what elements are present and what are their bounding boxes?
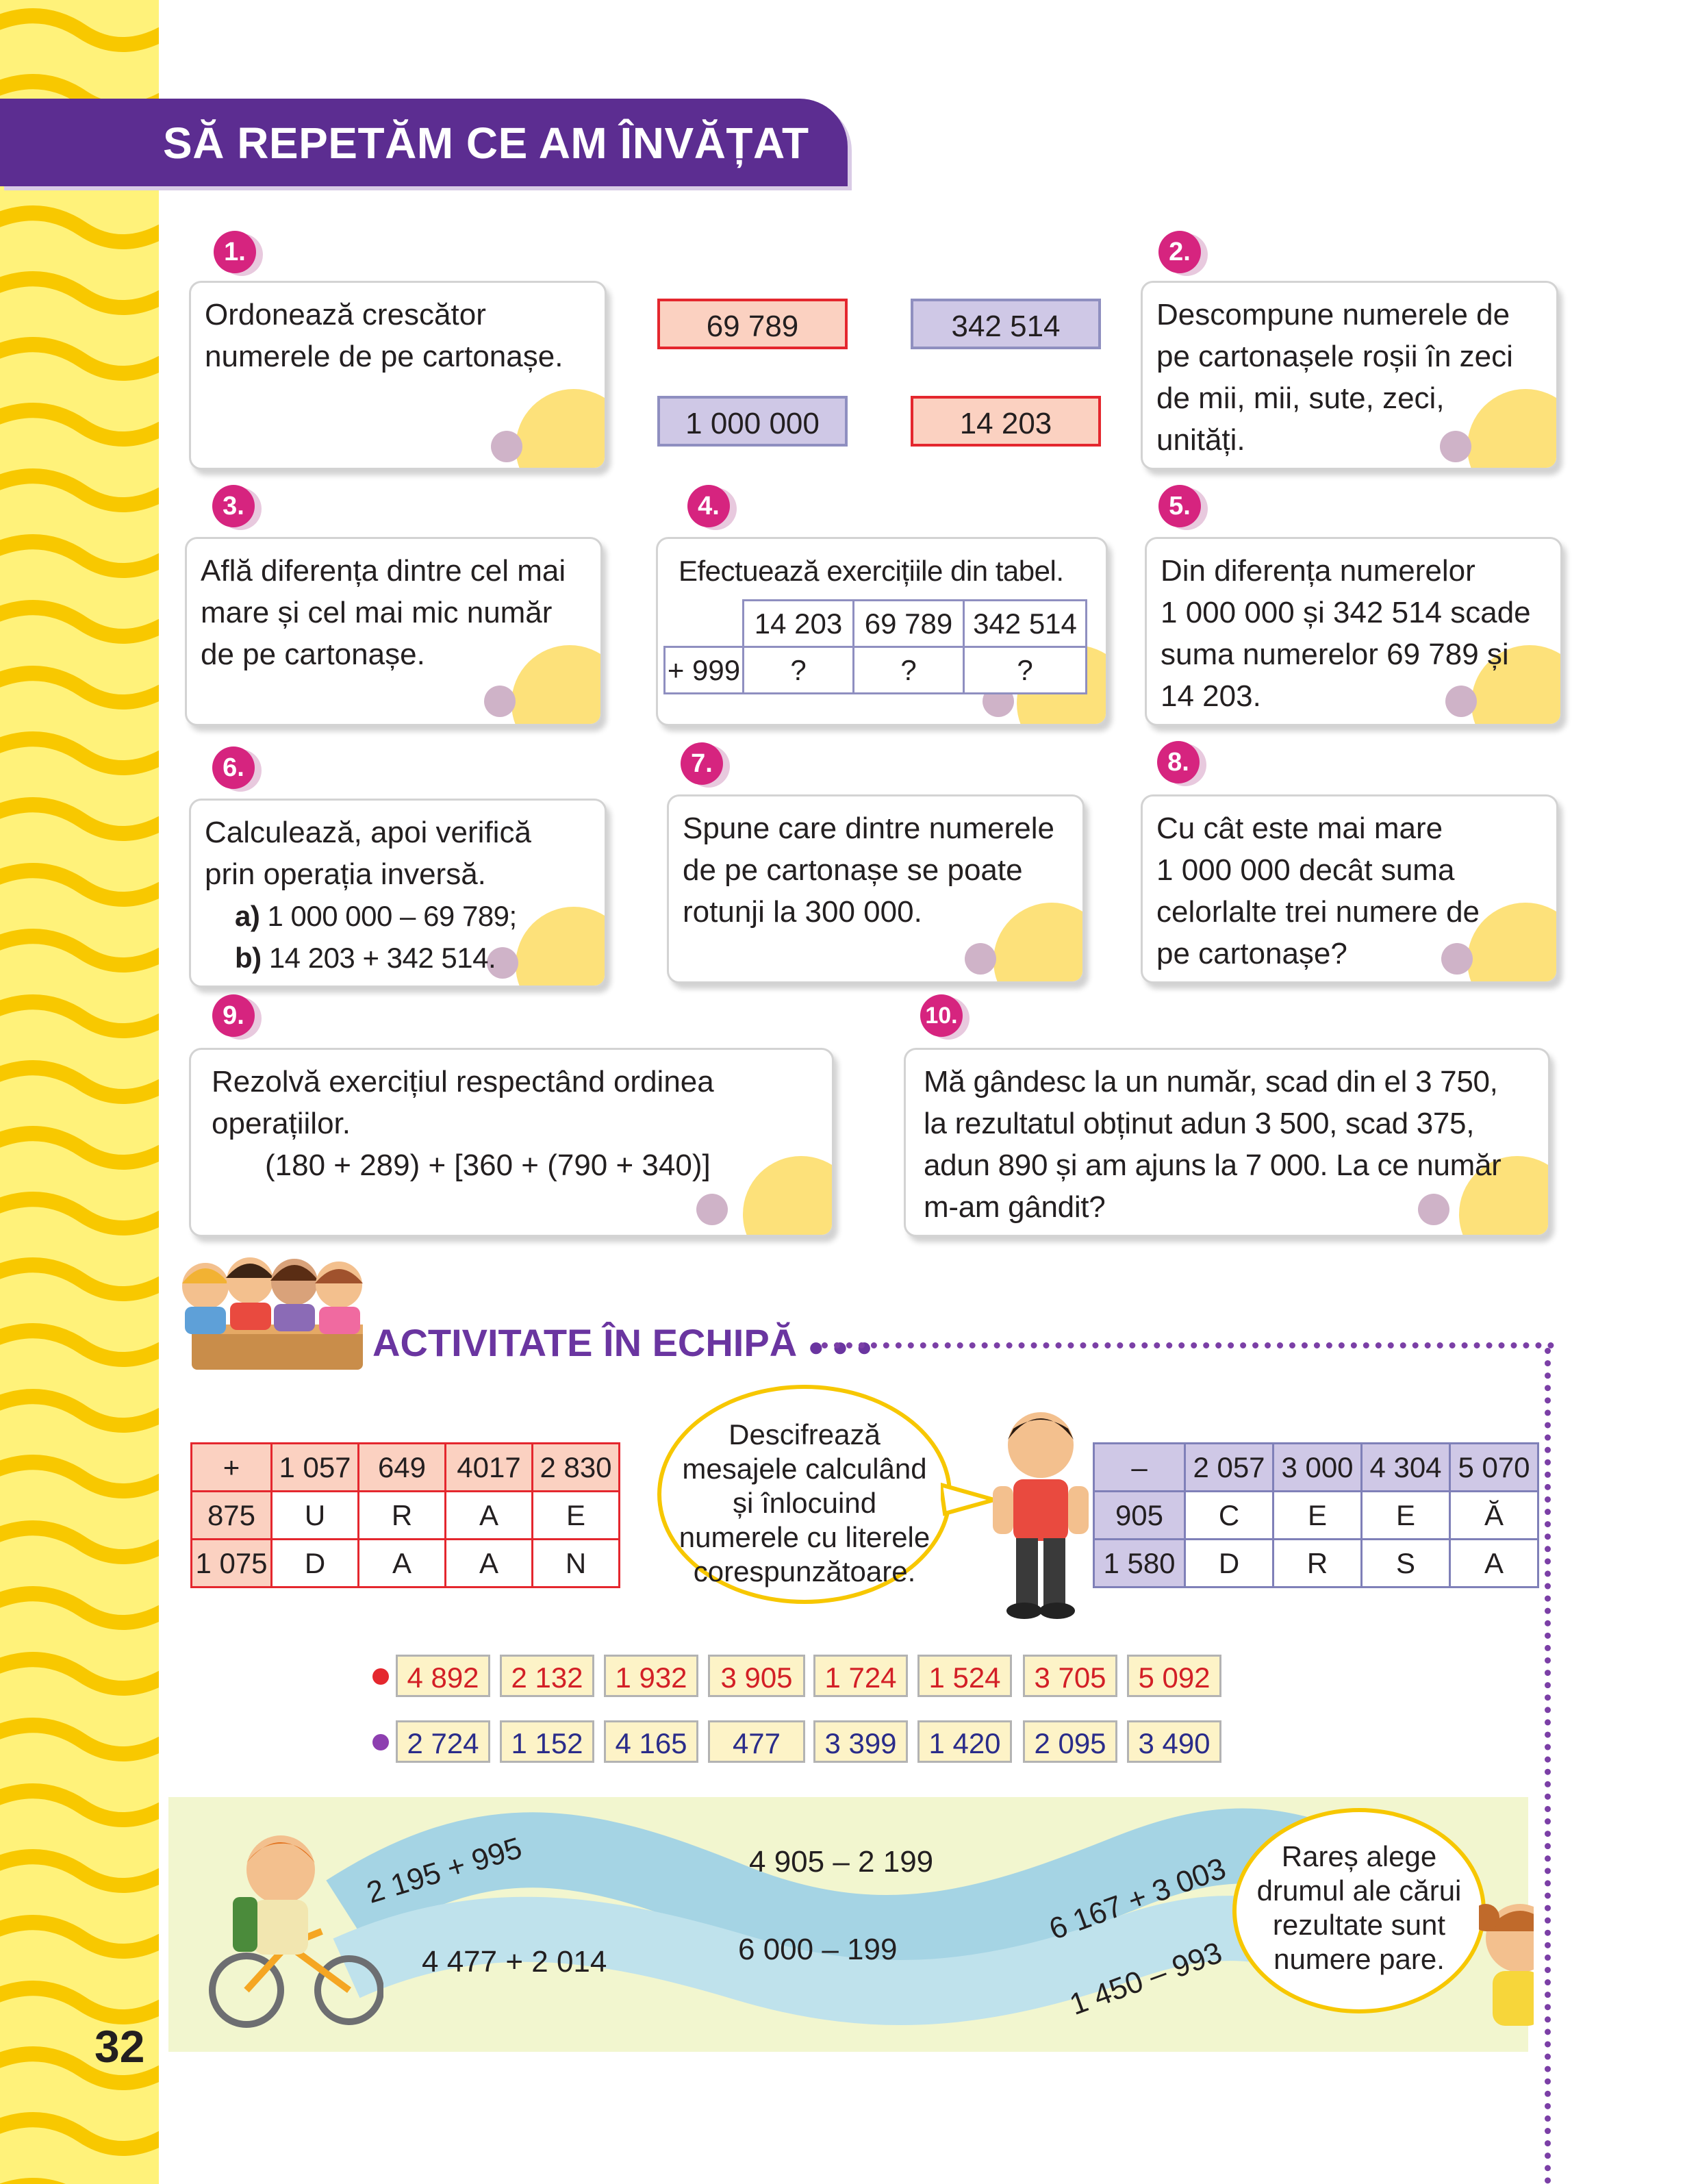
table-header-cell: 1 057	[272, 1444, 359, 1492]
table-cell: A	[1450, 1540, 1538, 1587]
red-bullet	[372, 1668, 389, 1685]
table-cell: ?	[964, 647, 1087, 694]
item-label: b)	[235, 942, 262, 974]
exercise-text: Ordonează crescător numerele de pe cartonașe.	[205, 298, 563, 373]
exercise-6-item-a	[235, 895, 517, 937]
decorative-dot	[491, 431, 522, 462]
boy-illustration	[986, 1404, 1095, 1623]
exercise-text: Rezolvă exercițiul respectând ordinea operațiilor.	[212, 1065, 714, 1140]
item-expression: 14 203 + 342 514.	[268, 942, 496, 974]
table-row-label: 1 580	[1094, 1540, 1185, 1587]
exercise-badge: 10.	[920, 994, 963, 1037]
table-header-cell: 14 203	[744, 601, 854, 647]
boy-on-bike-illustration	[205, 1829, 383, 2034]
exercise-card-4	[656, 537, 1108, 726]
decorative-dot	[965, 943, 996, 975]
addition-code-table	[190, 1442, 620, 1588]
team-activity-title	[372, 1320, 872, 1365]
exercise-card-2	[1141, 281, 1558, 470]
table-header-cell: 69 789	[854, 601, 964, 647]
exercise-text: Cu cât este mai mare 1 000 000 decât suma celorlalte trei numere de pe cartonașe?	[1156, 812, 1480, 970]
red-code-cell: 4 892	[396, 1655, 490, 1697]
girl-illustration	[1479, 1890, 1534, 2027]
blue-code-cell: 3 490	[1127, 1720, 1221, 1763]
zigzag-stripe-decoration	[0, 0, 159, 2184]
table-cell: A	[359, 1540, 446, 1587]
exercise-badge: 5.	[1158, 485, 1201, 527]
road-expression: 2 195 + 995	[363, 1831, 526, 1910]
table-header-cell: 2 057	[1185, 1444, 1274, 1492]
children-team-illustration	[164, 1253, 383, 1377]
table-header-cell: 649	[359, 1444, 446, 1492]
table-cell: Ă	[1450, 1492, 1538, 1540]
item-label: a)	[235, 900, 260, 932]
team-title-text: ACTIVITATE ÎN ECHIPĂ	[372, 1321, 798, 1364]
table-header-cell: 342 514	[964, 601, 1087, 647]
exercise-card-10	[904, 1048, 1550, 1237]
exercise-badge: 7.	[681, 742, 723, 785]
exercise-9-expression: (180 + 289) + [360 + (790 + 340)]	[265, 1149, 711, 1182]
table-row-label: 875	[192, 1492, 272, 1540]
decorative-dot	[484, 686, 516, 717]
red-code-cell: 5 092	[1127, 1655, 1221, 1697]
red-code-cell: 2 132	[500, 1655, 594, 1697]
team-title-dots: ● ● ●	[807, 1332, 873, 1362]
table-cell: A	[446, 1492, 533, 1540]
number-card-red-1: 69 789	[657, 299, 848, 349]
blue-code-cell: 477	[708, 1720, 805, 1763]
table-row-label: + 999	[665, 647, 744, 694]
exercise-badge: 4.	[687, 485, 730, 527]
table-cell: D	[1185, 1540, 1274, 1587]
decorative-dot	[696, 1194, 728, 1225]
table-header-cell: 2 830	[533, 1444, 620, 1492]
road-expression: 4 477 + 2 014	[422, 1945, 607, 1979]
section-title: SĂ REPETĂM CE AM ÎNVĂȚAT	[163, 118, 809, 168]
red-code-cell: 1 724	[813, 1655, 908, 1697]
table-header-cell: 4 304	[1362, 1444, 1450, 1492]
purple-bullet	[372, 1734, 389, 1750]
subtraction-code-table	[1093, 1442, 1539, 1588]
number-card-blue-2: 1 000 000	[657, 396, 848, 447]
road-expression: 4 905 – 2 199	[749, 1845, 934, 1879]
blue-code-cell: 1 152	[500, 1720, 594, 1763]
exercise-badge: 2.	[1158, 231, 1201, 273]
rares-speech-bubble: Rareș alege drumul ale cărui rezultate sunt numere pare.	[1232, 1808, 1486, 2013]
red-code-cell: 1 932	[604, 1655, 698, 1697]
exercise-badge: 3.	[212, 485, 255, 527]
exercise-text: Descompune numerele de pe cartonașele roșii în zeci de mii, mii, sute, zeci, unități.	[1156, 298, 1513, 457]
table-cell: R	[1274, 1540, 1362, 1587]
exercise-text: Efectuează exercițiile din tabel.	[679, 555, 1064, 587]
exercise-card-8	[1141, 794, 1558, 983]
table-cell: R	[359, 1492, 446, 1540]
item-expression: 1 000 000 – 69 789;	[267, 900, 517, 932]
blue-code-cell: 4 165	[604, 1720, 698, 1763]
table-cell: ?	[854, 647, 964, 694]
blue-code-cell: 2 724	[396, 1720, 490, 1763]
instruction-speech-bubble: Descifrează mesajele calculând și înlocuind numerele cu literele corespunzătoare.	[657, 1385, 952, 1604]
table-header-cell: +	[192, 1444, 272, 1492]
table-cell: A	[446, 1540, 533, 1587]
red-code-cell: 1 524	[917, 1655, 1012, 1697]
exercise-text: Mă gândesc la un număr, scad din el 3 750, la rezultatul obținut adun 3 500, scad 375, adun 890 și am ajuns la 7 000. La ce număr m-am gândit?	[924, 1065, 1501, 1224]
decorative-circle	[516, 907, 607, 988]
table-cell: D	[272, 1540, 359, 1587]
exercise-badge: 9.	[212, 994, 255, 1037]
table-row-label: 905	[1094, 1492, 1185, 1540]
exercise-text: Din diferența numerelor 1 000 000 și 342 514 scade suma numerelor 69 789 și 14 203.	[1161, 554, 1531, 713]
table-header-cell: –	[1094, 1444, 1185, 1492]
table-cell: E	[533, 1492, 620, 1540]
table-header-cell: 4017	[446, 1444, 533, 1492]
exercise-badge: 1.	[214, 231, 256, 273]
exercise-card-9	[189, 1048, 834, 1237]
blue-code-cell: 3 399	[813, 1720, 908, 1763]
table-header-cell: 3 000	[1274, 1444, 1362, 1492]
table-header-cell: 5 070	[1450, 1444, 1538, 1492]
decorative-circle	[743, 1156, 834, 1237]
number-card-red-2: 14 203	[911, 396, 1101, 447]
dotted-border-horizontal	[822, 1342, 1554, 1357]
table-cell: E	[1274, 1492, 1362, 1540]
blue-code-cell: 1 420	[917, 1720, 1012, 1763]
exercise-text: Calculează, apoi verifică prin operația inversă.	[205, 816, 531, 891]
table-cell: N	[533, 1540, 620, 1587]
road-expression: 1 450 – 993	[1065, 1935, 1227, 2022]
exercise-card-5	[1145, 537, 1562, 726]
number-card-blue-1: 342 514	[911, 299, 1101, 349]
exercise-text: Spune care dintre numerele de pe cartonașe se poate rotunji la 300 000.	[683, 812, 1054, 929]
exercise-text: Află diferența dintre cel mai mare și cel mai mic număr de pe cartonașe.	[201, 554, 566, 671]
blue-code-cell: 2 095	[1023, 1720, 1117, 1763]
table-cell: E	[1362, 1492, 1450, 1540]
page-number: 32	[94, 2021, 145, 2072]
red-code-cell: 3 705	[1023, 1655, 1117, 1697]
exercise-card-3	[185, 537, 603, 726]
exercise-card-6	[189, 799, 607, 988]
table-cell: ?	[744, 647, 854, 694]
table-row-label: 1 075	[192, 1540, 272, 1587]
decorative-circle	[516, 389, 607, 470]
table-cell: S	[1362, 1540, 1450, 1587]
road-expression: 6 167 + 3 003	[1045, 1851, 1230, 1947]
exercise-6-item-b	[235, 937, 496, 979]
exercise-card-1	[189, 281, 607, 470]
exercise-4-table	[663, 599, 1087, 694]
table-cell: U	[272, 1492, 359, 1540]
exercise-badge: 8.	[1157, 741, 1200, 783]
road-expression: 6 000 – 199	[738, 1933, 898, 1966]
dotted-border-vertical	[1545, 1348, 1551, 2184]
table-cell	[665, 601, 744, 647]
red-code-cell: 3 905	[708, 1655, 805, 1697]
exercise-card-7	[667, 794, 1085, 983]
table-cell: C	[1185, 1492, 1274, 1540]
exercise-badge: 6.	[212, 746, 255, 789]
